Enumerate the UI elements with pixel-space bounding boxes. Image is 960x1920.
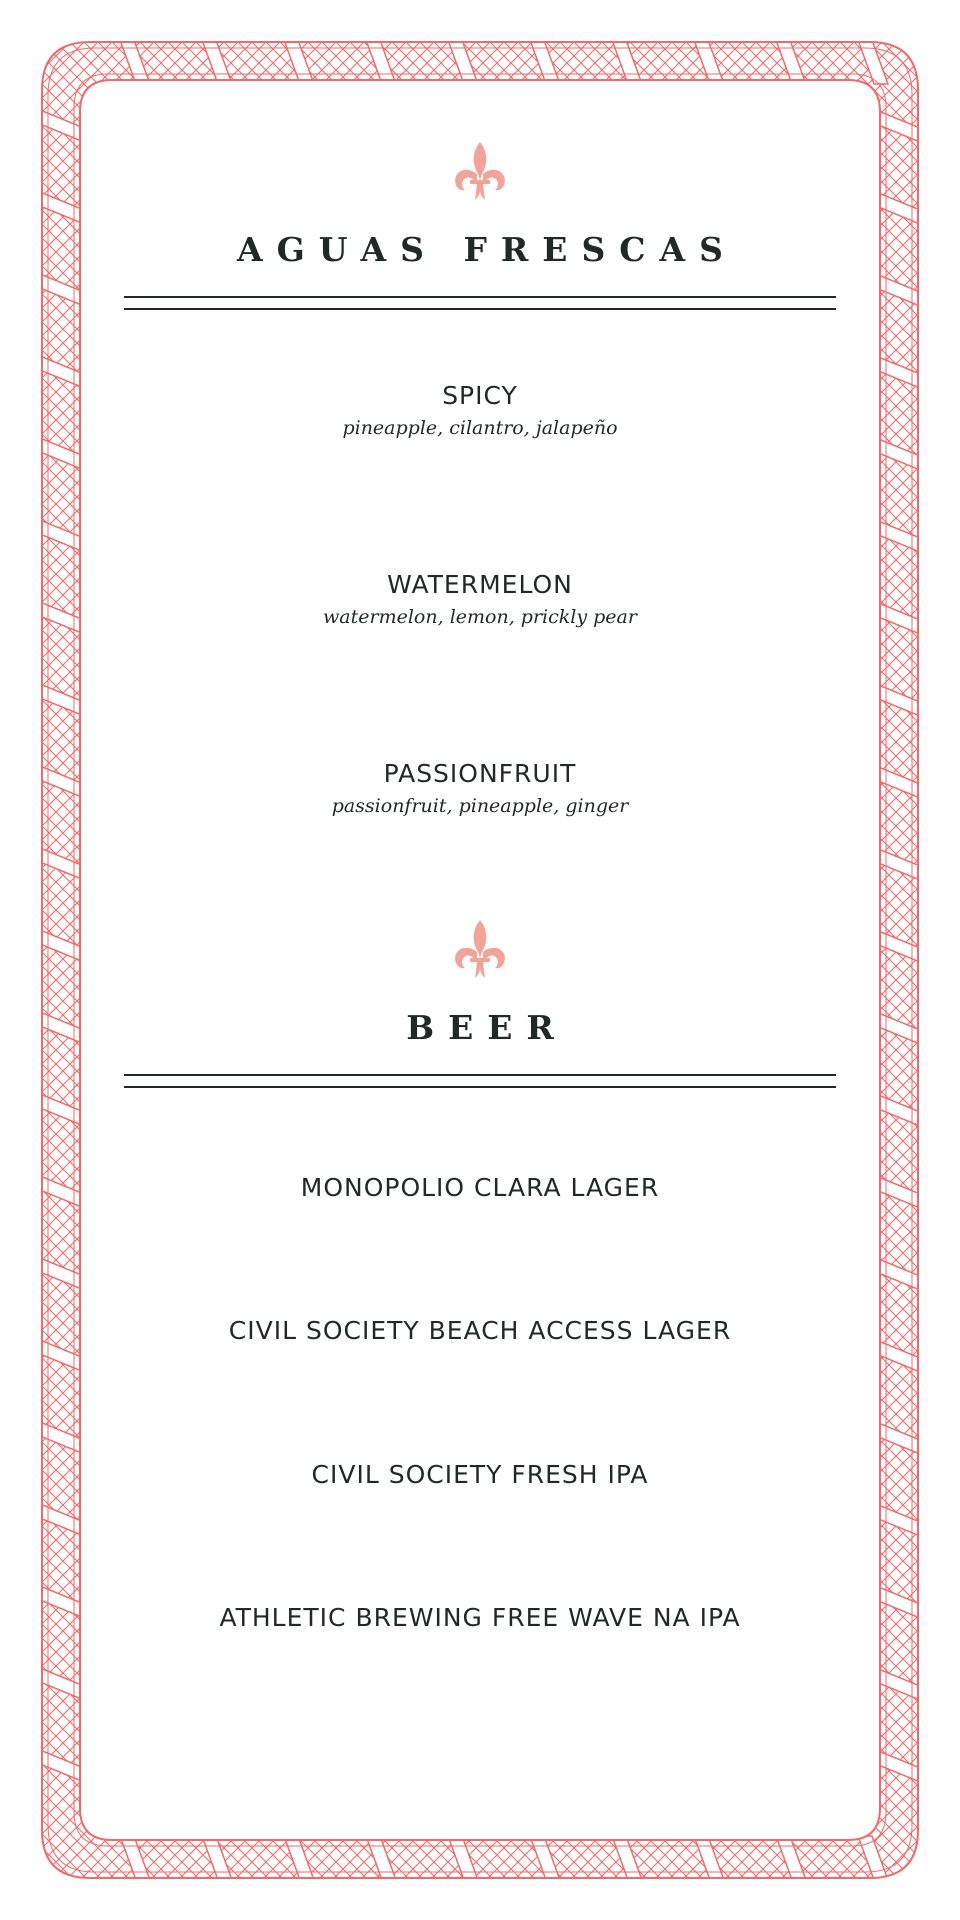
section-divider bbox=[124, 296, 836, 310]
section-divider bbox=[124, 1074, 836, 1088]
menu-item-description: pineapple, cilantro, jalapeño bbox=[342, 417, 618, 439]
menu-item-description: passionfruit, pineapple, ginger bbox=[331, 795, 629, 817]
menu-item-name: SPICY bbox=[442, 381, 518, 410]
menu-item-name: ATHLETIC BREWING FREE WAVE NA IPA bbox=[219, 1603, 741, 1632]
menu-item-name: PASSIONFRUIT bbox=[383, 759, 577, 788]
menu-item-description: watermelon, lemon, prickly pear bbox=[323, 606, 637, 628]
menu-item-name: CIVIL SOCIETY FRESH IPA bbox=[311, 1460, 649, 1489]
fleur-de-lis-icon bbox=[450, 140, 510, 204]
section-title-aguas-frescas: AGUAS FRESCAS bbox=[236, 230, 737, 269]
menu-item-name: WATERMELON bbox=[387, 570, 573, 599]
menu-item-name: CIVIL SOCIETY BEACH ACCESS LAGER bbox=[228, 1316, 732, 1345]
menu-item-name: MONOPOLIO CLARA LAGER bbox=[300, 1173, 660, 1202]
fleur-de-lis-icon bbox=[450, 918, 510, 982]
section-title-beer: BEER bbox=[406, 1008, 568, 1047]
